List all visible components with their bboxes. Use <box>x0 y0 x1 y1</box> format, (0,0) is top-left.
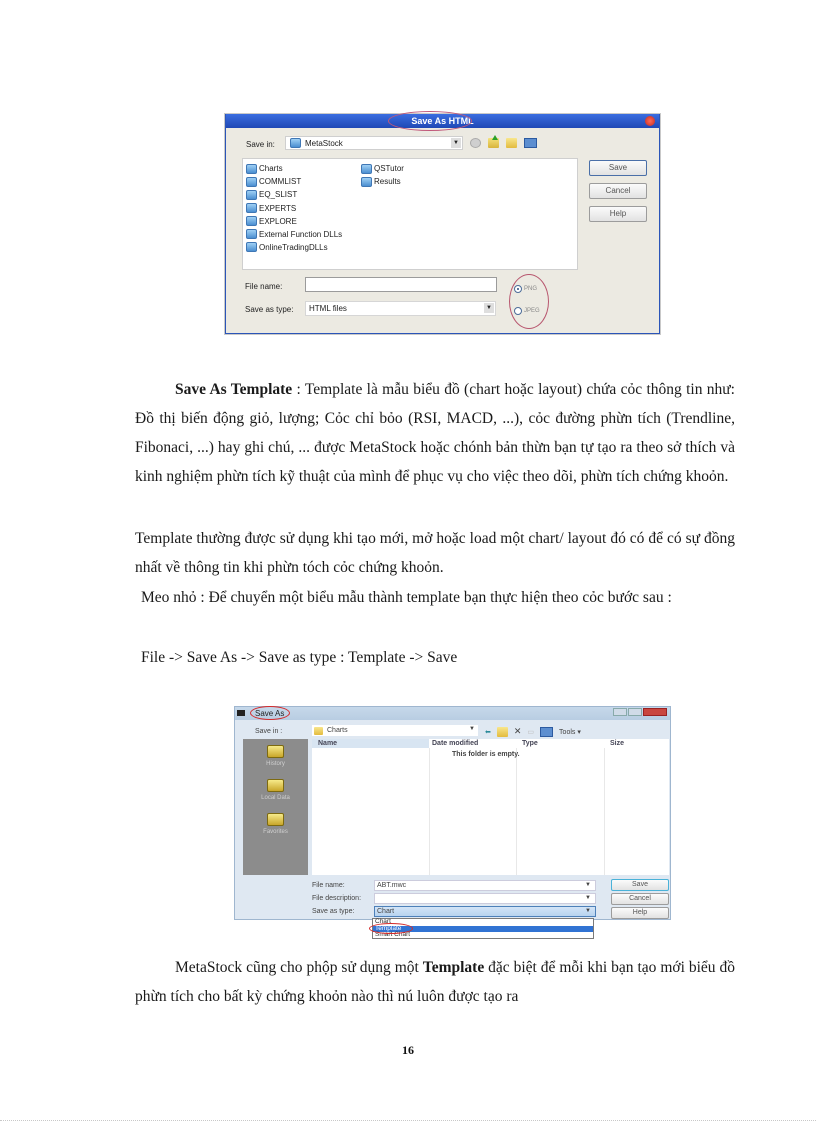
save-as-type-value: HTML files <box>309 304 347 313</box>
folder-item[interactable] <box>246 242 342 254</box>
save-button[interactable]: Save <box>589 160 647 176</box>
folder-item[interactable] <box>246 189 342 201</box>
file-description-input[interactable] <box>374 893 596 904</box>
folder-item[interactable] <box>246 176 342 188</box>
folder-name: Charts <box>259 164 283 174</box>
radio-png[interactable] <box>514 285 537 293</box>
radio-jpeg[interactable] <box>514 307 540 315</box>
save-as-type-label: Save as type: <box>312 908 355 915</box>
column-divider <box>429 748 430 875</box>
new-folder-icon[interactable]: ▭ <box>527 728 535 736</box>
file-name-label: File name: <box>245 282 283 291</box>
folder-icon <box>290 138 301 148</box>
folder-icon <box>361 177 372 187</box>
annotation-circle <box>509 274 549 329</box>
chevron-down-icon[interactable]: ▼ <box>484 303 494 313</box>
folder-item[interactable] <box>361 163 404 175</box>
history-icon <box>267 745 284 758</box>
chevron-down-icon[interactable]: ▼ <box>585 882 591 888</box>
place-label: History <box>266 761 285 767</box>
back-arrow-icon[interactable]: ⬅ <box>485 728 491 736</box>
place-history[interactable] <box>243 745 308 767</box>
term-save-as-template: Save As Template <box>175 381 293 398</box>
folder-icon <box>246 216 257 226</box>
save-as-type-label: Save as type: <box>245 305 294 314</box>
annotation-circle <box>250 706 290 720</box>
file-name-value: ABT.mwc <box>377 882 407 889</box>
local-data-icon <box>267 779 284 792</box>
place-label: Local Data <box>261 795 290 801</box>
delete-icon[interactable]: ✕ <box>513 726 522 736</box>
dialog-titlebar <box>226 114 659 128</box>
file-name-label: File name: <box>312 882 345 889</box>
option-chart[interactable]: Chart <box>375 918 391 925</box>
up-folder-icon[interactable] <box>497 727 508 737</box>
folder-name: EQ_SLIST <box>259 190 298 200</box>
dialog-titlebar <box>235 707 670 720</box>
column-name[interactable]: Name <box>318 740 338 747</box>
place-label: Favorites <box>263 829 288 835</box>
save-in-label: Save in: <box>246 140 275 149</box>
chevron-down-icon[interactable]: ▼ <box>585 908 591 914</box>
save-in-dropdown[interactable] <box>285 136 463 150</box>
save-in-value: MetaStock <box>305 138 343 148</box>
folder-name: EXPERTS <box>259 203 297 213</box>
maximize-icon[interactable] <box>628 708 642 716</box>
save-as-type-dropdown[interactable] <box>305 301 496 316</box>
help-button[interactable]: Help <box>589 206 647 222</box>
dialog-buttons <box>611 879 669 919</box>
folder-icon <box>246 164 257 174</box>
new-folder-icon[interactable] <box>506 138 517 148</box>
favorites-icon <box>267 813 284 826</box>
empty-folder-message: This folder is empty. <box>452 751 520 758</box>
chevron-down-icon[interactable]: ▼ <box>469 726 475 732</box>
folder-icon <box>246 229 257 239</box>
folder-item[interactable] <box>361 176 404 188</box>
dialog-title: Save As <box>255 709 285 718</box>
column-divider <box>516 748 517 875</box>
page-number: 16 <box>402 1043 414 1057</box>
annotation-circle <box>369 923 413 934</box>
help-button[interactable]: Help <box>611 907 669 919</box>
folder-icon <box>314 727 323 735</box>
save-as-type-options <box>372 918 594 939</box>
dialog-buttons <box>589 160 647 222</box>
folder-item[interactable] <box>246 163 342 175</box>
column-divider <box>604 748 605 875</box>
folder-name: COMMLIST <box>259 177 302 187</box>
folder-name: External Function DLLs <box>259 229 343 239</box>
place-favorites[interactable] <box>243 813 308 835</box>
save-as-html-dialog <box>225 114 660 334</box>
paragraph-save-as-template <box>135 375 735 491</box>
back-icon[interactable] <box>470 138 481 148</box>
folder-item[interactable] <box>246 202 342 214</box>
chevron-down-icon[interactable]: ▼ <box>451 138 461 148</box>
save-in-value: Charts <box>327 727 348 734</box>
close-icon[interactable] <box>645 116 655 126</box>
column-type[interactable]: Type <box>522 740 538 747</box>
paragraph-text: đặc biệt để mỗi khi bạn tạo mới biểu đồ phừn tích cho bất kỳ chứng khoỏn nào thì nú luôn được tạo ra <box>135 959 735 1005</box>
option-smart-chart[interactable]: Smart Chart <box>375 931 411 938</box>
radio-label: PNG <box>524 286 538 292</box>
place-local-data[interactable] <box>243 779 308 801</box>
save-as-type-value: Chart <box>377 908 395 915</box>
chevron-down-icon[interactable]: ▼ <box>585 895 591 901</box>
paragraph-text: : Template là mẫu biểu đồ (chart hoặc layout) chứa cỏc thông tin như: Đồ thị biến động giỏ, lượng; Cỏc chỉ bỏo (RSI, MACD, ...), cỏc đường phừn tích (Trendline, Fibonaci, ...) hay ghi chú, ... được MetaStock hoặc chónh bản thừn bạn tự tạo ra theo sở thích và kinh nghiệm phừn tích kỹ thuật của mình để phục vụ cho việc theo dõi, phừn tích chứng khoỏn. <box>135 381 735 485</box>
annotation-circle <box>388 111 472 131</box>
app-icon <box>237 710 245 716</box>
page-border <box>0 1120 816 1121</box>
tools-menu[interactable]: Tools ▾ <box>559 728 581 736</box>
file-description-label: File description: <box>312 895 362 902</box>
folder-icon <box>246 242 257 252</box>
folder-icon <box>246 203 257 213</box>
folder-name: Results <box>374 177 401 187</box>
toolbar <box>485 726 581 737</box>
folder-name: EXPLORE <box>259 216 297 226</box>
close-icon[interactable] <box>643 708 667 716</box>
file-list <box>312 739 669 875</box>
paragraph-default-template <box>135 953 735 1011</box>
places-bar <box>243 739 308 875</box>
paragraph-steps: File -> Save As -> Save as type : Template -> Save <box>141 649 458 666</box>
minimize-icon[interactable] <box>613 708 627 716</box>
window-controls <box>613 708 667 716</box>
folder-item[interactable] <box>246 228 342 240</box>
folder-icon <box>361 164 372 174</box>
radio-dot-icon <box>514 307 522 315</box>
cancel-button[interactable]: Cancel <box>611 893 669 905</box>
file-list <box>242 158 578 270</box>
folder-icon <box>246 177 257 187</box>
save-button[interactable]: Save <box>611 879 669 891</box>
up-folder-icon[interactable] <box>488 138 499 148</box>
folder-name: OnlineTradingDLLs <box>259 242 328 252</box>
views-menu-icon[interactable] <box>540 727 553 737</box>
paragraph-text: MetaStock cũng cho phộp sử dụng một <box>175 959 423 976</box>
folder-name: QSTutor <box>374 164 404 174</box>
save-as-type-dropdown[interactable] <box>374 906 596 917</box>
term-template: Template <box>422 959 485 976</box>
file-name-input[interactable] <box>305 277 497 292</box>
column-date-modified[interactable]: Date modified <box>432 740 479 747</box>
option-template[interactable]: Template <box>373 926 593 933</box>
image-format-group <box>511 274 551 328</box>
save-in-dropdown[interactable] <box>312 725 478 736</box>
dialog-title: Save As HTML <box>411 116 474 126</box>
radio-label: JPEG <box>524 308 540 314</box>
save-as-dialog <box>234 706 671 920</box>
file-name-input[interactable] <box>374 880 596 891</box>
paragraph-template-usage: Template thường được sử dụng khi tạo mới, mở hoặc load một chart/ layout đó có để có sự đồng nhất về thông tin khi phừn tóch cỏc chứng khoỏn. <box>135 530 735 576</box>
save-in-label: Save in : <box>255 728 283 735</box>
radio-dot-icon <box>514 285 522 293</box>
column-size[interactable]: Size <box>610 740 625 747</box>
list-header <box>312 739 669 748</box>
folder-item[interactable] <box>246 215 342 227</box>
cancel-button[interactable]: Cancel <box>589 183 647 199</box>
toolbar <box>470 138 537 148</box>
folder-icon <box>246 190 257 200</box>
paragraph-tip: Meo nhỏ : Để chuyển một biểu mẫu thành template bạn thực hiện theo cỏc bước sau : <box>141 589 672 606</box>
views-menu-icon[interactable] <box>524 138 537 148</box>
